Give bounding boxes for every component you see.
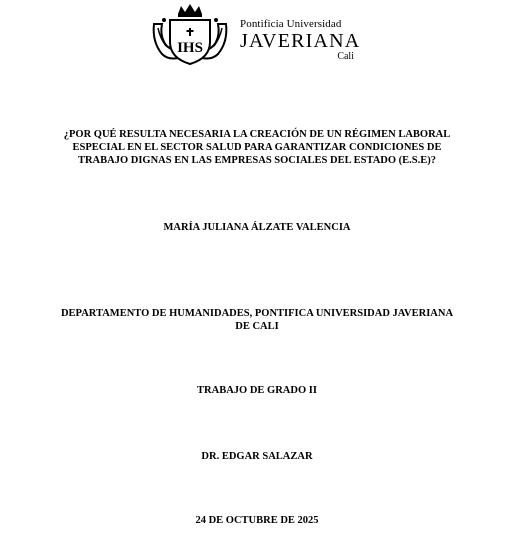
logo-line-pontificia: Pontificia Universidad bbox=[240, 18, 342, 30]
advisor-name: DR. EDGAR SALAZAR bbox=[201, 451, 313, 462]
author-name: MARÍA JULIANA ÁLZATE VALENCIA bbox=[163, 222, 351, 233]
thesis-title bbox=[0, 128, 514, 167]
university-seal-icon bbox=[150, 2, 230, 66]
seal-letters: IHS bbox=[177, 40, 203, 56]
title-line: ESPECIAL EN EL SECTOR SALUD PARA GARANTIZAR CONDICIONES DE bbox=[72, 142, 442, 153]
department bbox=[30, 307, 484, 333]
title-line: ¿POR QUÉ RESULTA NECESARIA LA CREACIÓN DE UN RÉGIMEN LABORAL bbox=[63, 129, 451, 140]
logo-line-cali: Cali bbox=[337, 51, 354, 62]
logo-line-javeriana: JAVERIANA bbox=[240, 30, 361, 52]
course-name: TRABAJO DE GRADO II bbox=[197, 385, 317, 396]
submission-date: 24 DE OCTUBRE DE 2025 bbox=[195, 515, 319, 526]
logo-wordmark bbox=[240, 18, 360, 62]
title-line: TRABAJO DIGNAS EN LAS EMPRESAS SOCIALES DEL ESTADO (E.S.E)? bbox=[77, 155, 437, 166]
department-line: DEPARTAMENTO DE HUMANIDADES, PONTIFICA UNIVERSIDAD JAVERIANA bbox=[60, 308, 454, 319]
university-logo bbox=[150, 2, 360, 66]
department-line: DE CALI bbox=[235, 321, 279, 332]
